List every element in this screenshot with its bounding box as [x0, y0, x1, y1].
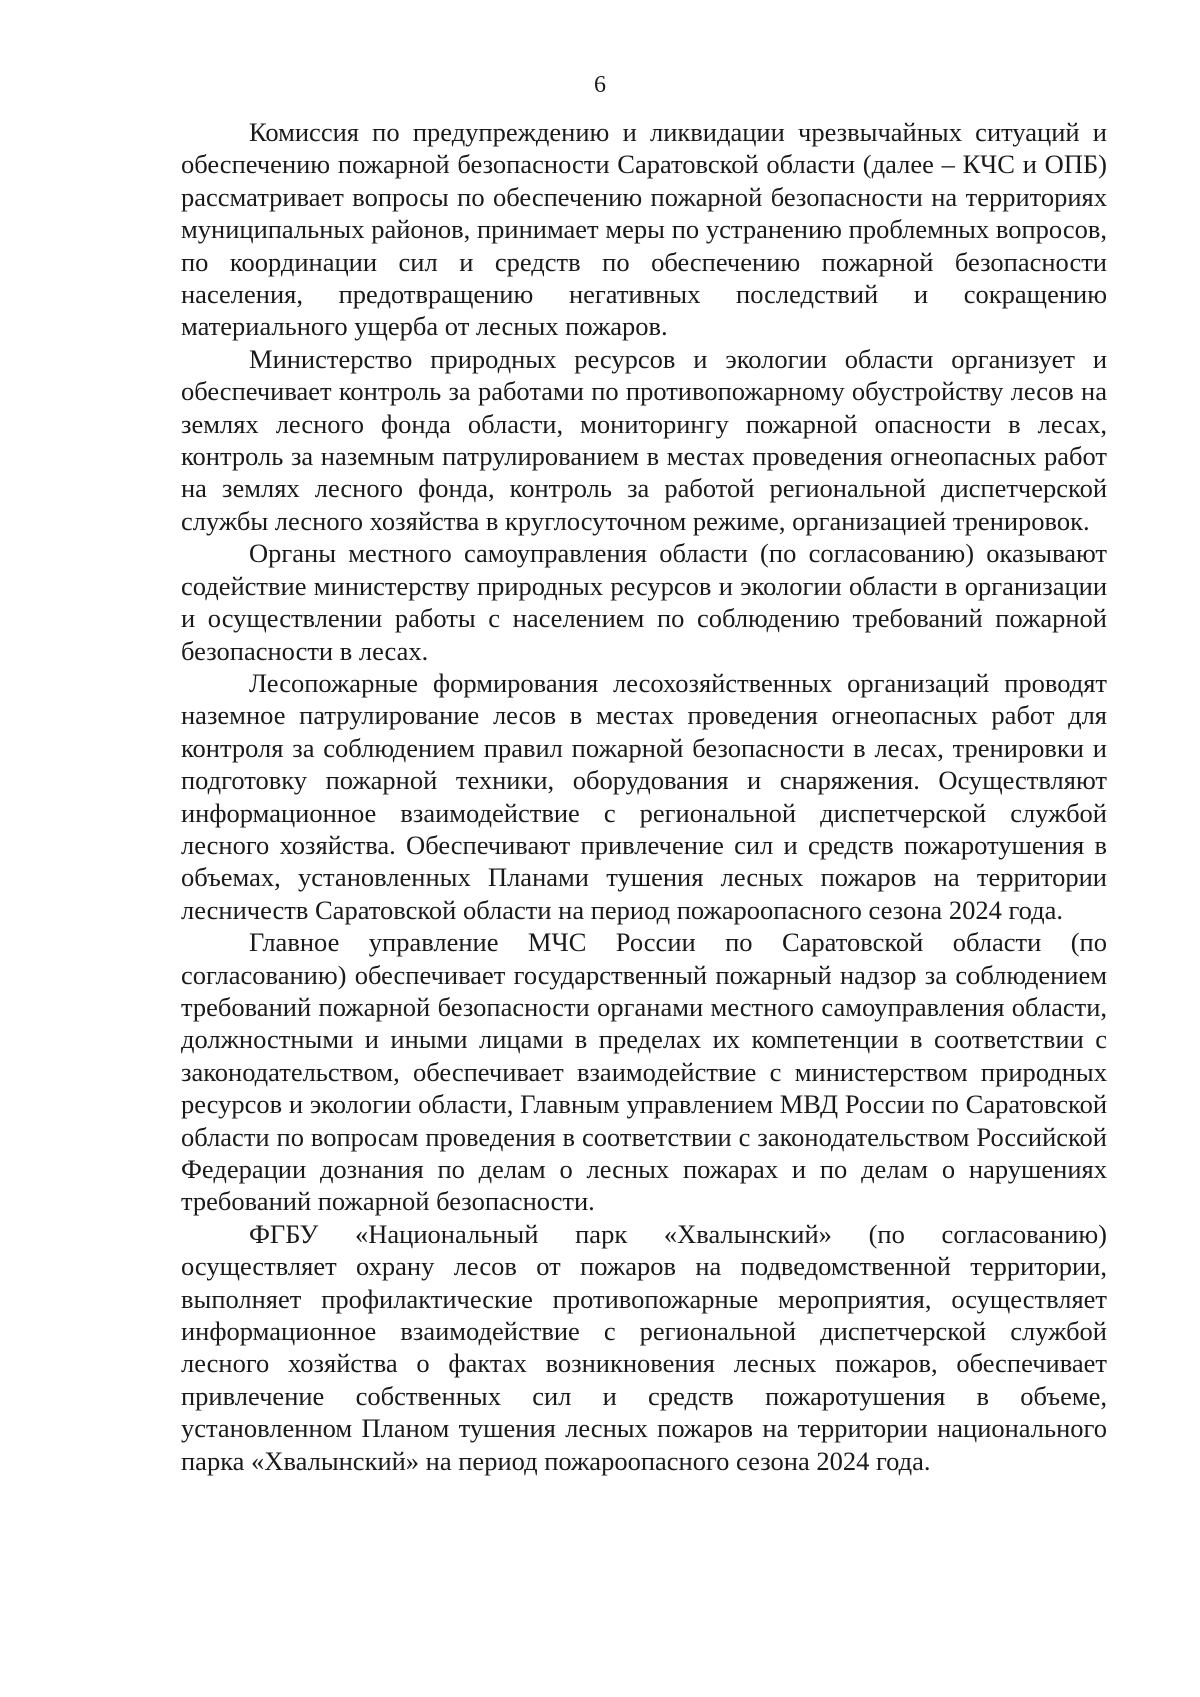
paragraph-forest-fire-units: Лесопожарные формирования лесохозяйственных организаций проводят наземное патрулирование лесов в местах проведения огнеопасных работ для контроля за соблюдением правил пожарной безопасности в лесах, тренировки и подготовку пожарной техники, оборудования и снаряжения. Осуществляют информационное взаимодействие с региональной диспетчерской службой лесного хозяйства. Обеспечивают привлечение сил и средств пожаротушения в объемах, установленных Планами тушения лесных пожаров на территории лесничеств Саратовской области на период пожароопасного сезона 2024 года. [181, 667, 1107, 925]
document-body [181, 116, 1107, 1477]
page-number: 6 [594, 72, 606, 98]
paragraph-emergency-ministry: Главное управление МЧС России по Саратовской области (по согласованию) обеспечивает государственный пожарный надзор за соблюдением требований пожарной безопасности органами местного самоуправления области, должностными и иными лицами в пределах их компетенции в соответствии с законодательством, обеспечивает взаимодействие с министерством природных ресурсов и экологии области, Главным управлением МВД России по Саратовской области по вопросам проведения в соответствии с законодательством Российской Федерации дознания по делам о лесных пожарах и по делам о нарушениях требований пожарной безопасности. [181, 927, 1107, 1217]
paragraph-commission: Комиссия по предупреждению и ликвидации чрезвычайных ситуаций и обеспечению пожарной безопасности Саратовской области (далее – КЧС и ОПБ) рассматривает вопросы по обеспечению пожарной безопасности на территориях муниципальных районов, принимает меры по устранению проблемных вопросов, по координации сил и средств по обеспечению пожарной безопасности населения, предотвращению негативных последствий и сокращению материального ущерба от лесных пожаров. [181, 117, 1107, 342]
paragraph-ministry: Министерство природных ресурсов и экологии области организует и обеспечивает контроль за работами по противопожарному обустройству лесов на землях лесного фонда области, мониторингу пожарной опасности в лесах, контроль за наземным патрулированием в местах проведения огнеопасных работ на землях лесного фонда, контроль за работой региональной диспетчерской службы лесного хозяйства в круглосуточном режиме, организацией тренировок. [181, 343, 1107, 536]
paragraph-national-park: ФГБУ «Национальный парк «Хвалынский» (по согласованию) осуществляет охрану лесов от пожаров на подведомственной территории, выполняет профилактические противопожарные мероприятия, осуществляет информационное взаимодействие с региональной диспетчерской службой лесного хозяйства о фактах возникновения лесных пожаров, обеспечивает привлечение собственных сил и средств пожаротушения в объеме, установленном Планом тушения лесных пожаров на территории национального парка «Хвалынский» на период пожароопасного сезона 2024 года. [181, 1218, 1107, 1476]
paragraph-local-government: Органы местного самоуправления области (по согласованию) оказывают содействие министерству природных ресурсов и экологии области в организации и осуществлении работы с населением по соблюдению требований пожарной безопасности в лесах. [181, 538, 1107, 666]
